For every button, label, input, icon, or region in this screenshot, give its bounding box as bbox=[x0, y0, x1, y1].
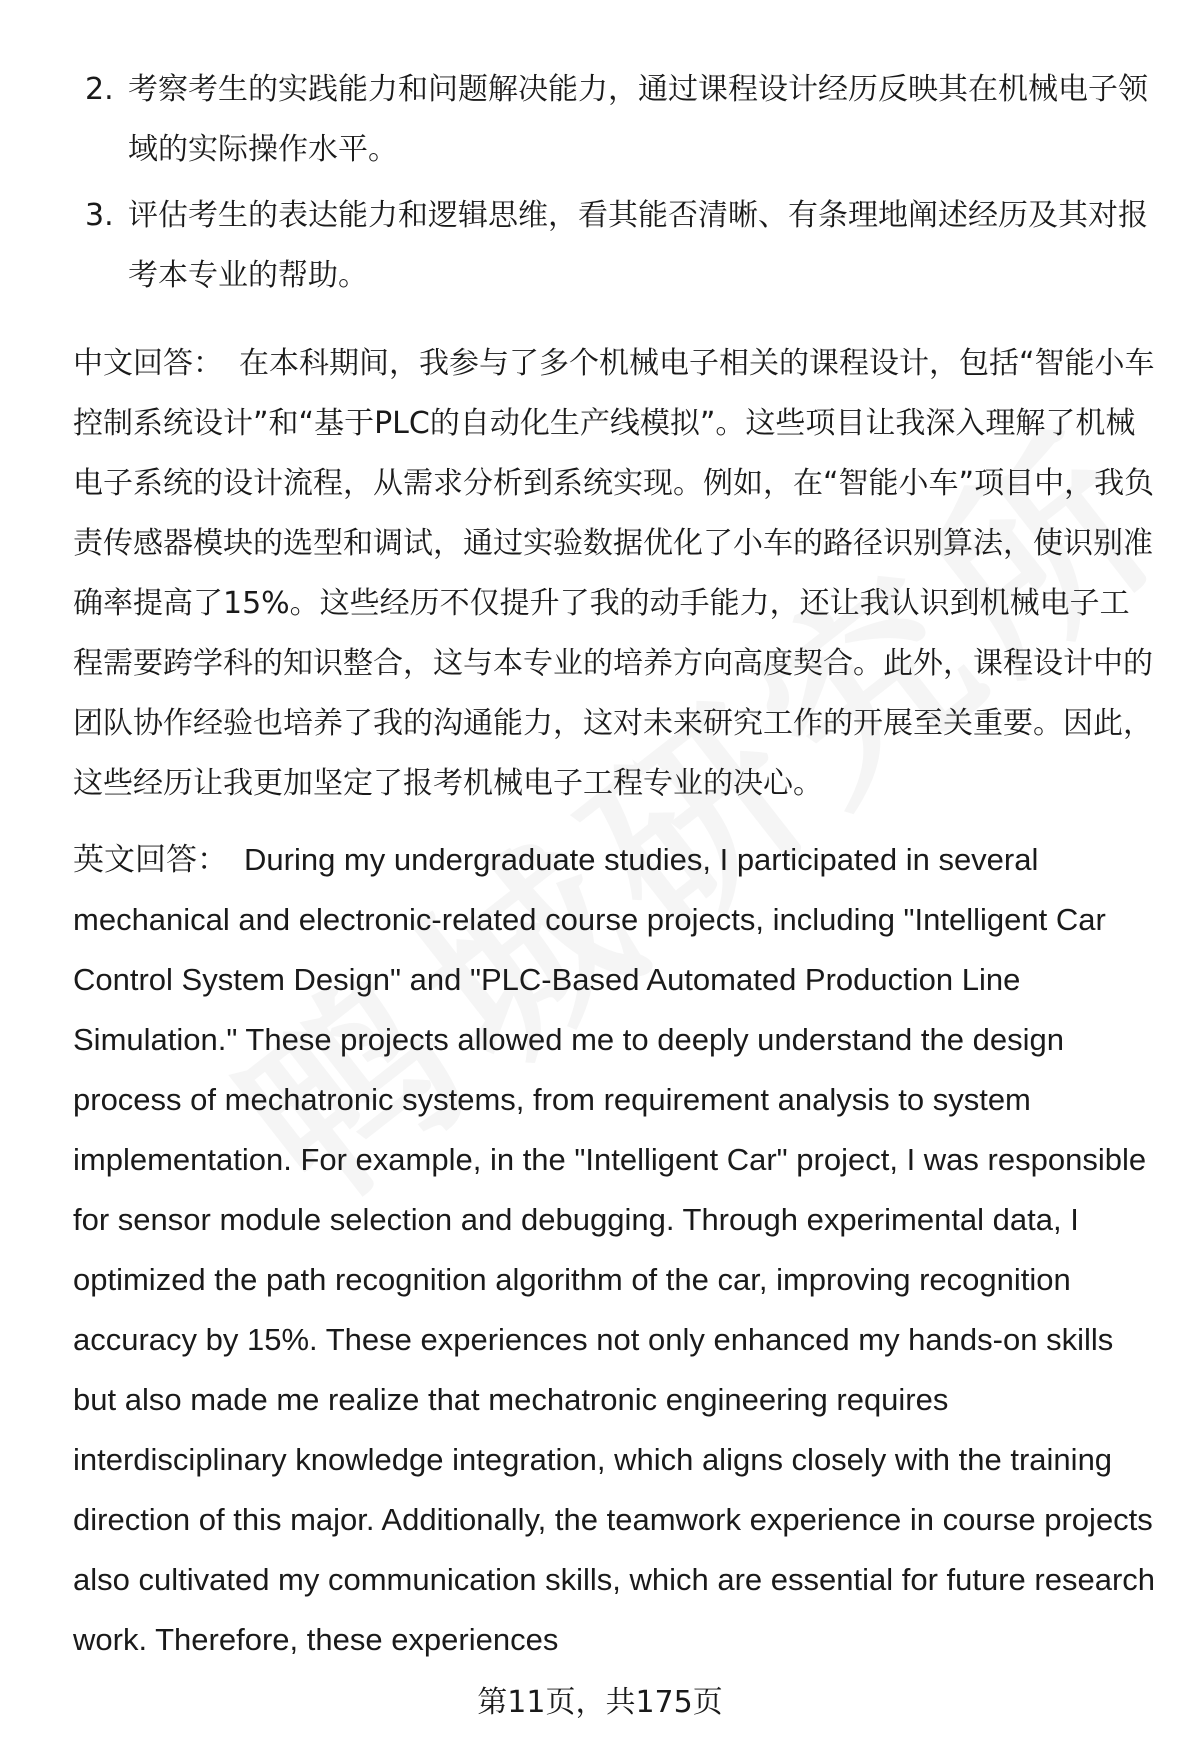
criteria-list bbox=[73, 60, 1158, 306]
english-answer-paragraph bbox=[73, 830, 1158, 1670]
list-item-text: 评估考生的表达能力和逻辑思维，看其能否清晰、有条理地阐述经历及其对报考本专业的帮助。 bbox=[128, 198, 1148, 293]
document-page bbox=[73, 60, 1158, 1670]
english-answer-label: 英文回答： bbox=[73, 842, 228, 878]
list-item-text: 考察考生的实践能力和问题解决能力，通过课程设计经历反映其在机械电子领域的实际操作水平。 bbox=[128, 72, 1148, 167]
list-item bbox=[73, 186, 1158, 306]
chinese-answer-text: 在本科期间，我参与了多个机械电子相关的课程设计，包括“智能小车控制系统设计”和“基于PLC的自动化生产线模拟”。这些项目让我深入理解了机械电子系统的设计流程，从需求分析到系统实现。例如，在“智能小车”项目中，我负责传感器模块的选型和调试，通过实验数据优化了小车的路径识别算法，使识别准确率提高了15%。这些经历不仅提升了我的动手能力，还让我认识到机械电子工程需要跨学科的知识整合，这与本专业的培养方向高度契合。此外，课程设计中的团队协作经验也培养了我的沟通能力，这对未来研究工作的开展至关重要。因此，这些经历让我更加坚定了报考机械电子工程专业的决心。 bbox=[73, 346, 1155, 801]
english-answer-text: During my undergraduate studies, I participated in several mechanical and electronic-related course projects, including "Intelligent Car Control System Design" and "PLC-Based Automated Production Line Simulation." These projects allowed me to deeply understand the design process of mechatronic systems, from requirement analysis to system implementation. For example, in the "Intelligent Car" project, I was responsible for sensor module selection and debugging. Through experimental data, I optimized the path recognition algorithm of the car, improving recognition accuracy by 15%. These experiences not only enhanced my hands-on skills but also made me realize that mechatronic engineering requires interdisciplinary knowledge integration, which aligns closely with the training direction of this major. Additionally, the teamwork experience in course projects also cultivated my communication skills, which are essential for future research work. Therefore, these experiences bbox=[73, 842, 1156, 1657]
list-item bbox=[73, 60, 1158, 180]
list-item-number: 2. bbox=[85, 72, 114, 107]
list-item-number: 3. bbox=[85, 198, 114, 233]
page-number: 第11页，共175页 bbox=[477, 1685, 723, 1720]
chinese-answer-paragraph bbox=[73, 334, 1158, 814]
chinese-answer-label: 中文回答： bbox=[73, 346, 223, 381]
